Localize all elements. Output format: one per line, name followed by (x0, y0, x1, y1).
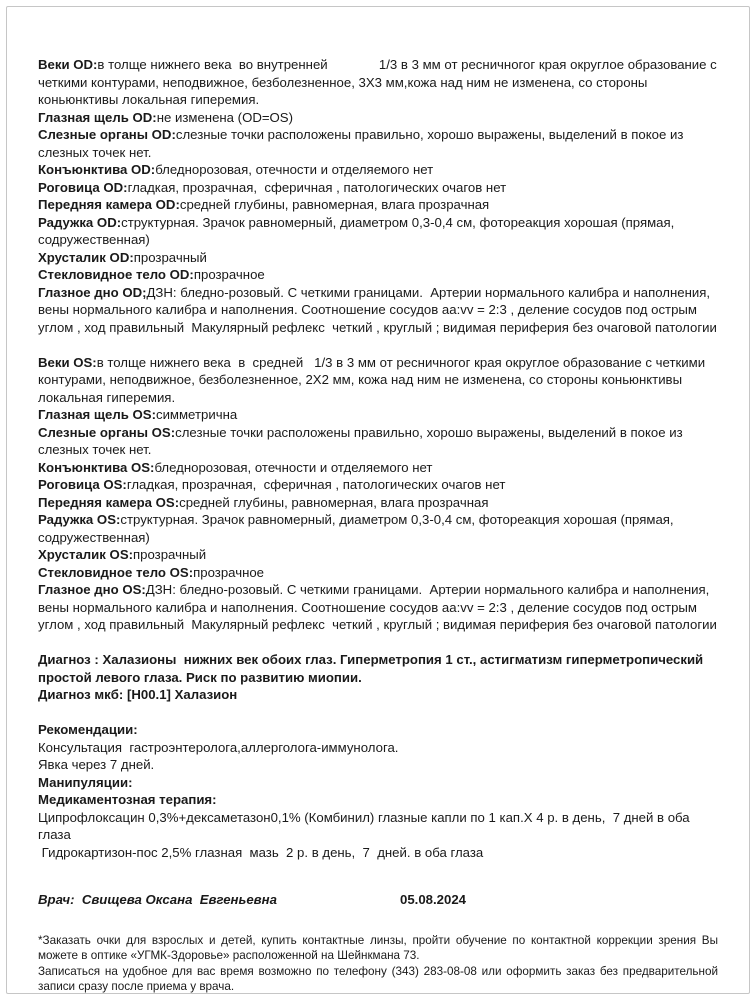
finding-row (38, 494, 718, 512)
finding-label: Глазная щель OD: (38, 109, 157, 125)
finding-label: Стекловидное тело OS: (38, 564, 194, 580)
finding-row (38, 266, 718, 284)
finding-text: прозрачное (193, 267, 265, 282)
finding-label: Глазная щель OS: (38, 407, 156, 422)
finding-label: Хрусталик OD: (38, 249, 134, 265)
finding-text: ДЗН: бледно-розовый. С четкими границами. Артерии нормального калибра и наполнения, вены нормального калибра и наполнения. Соотношение сосудов aa:vv = 2:3 , деление сосудов под острым углом , ход правильный Макулярный рефлекс четкий , круглый ; видимая периферия без очаговой патологии (38, 284, 717, 335)
finding-row (38, 126, 718, 161)
finding-text: структурная. Зрачок равномерный, диаметром 0,3-0,4 см, фотореакция хорошая (прямая, содружественная) (38, 512, 678, 545)
recommendation-line: Явка через 7 дней. (38, 757, 155, 772)
finding-row (38, 424, 718, 459)
finding-text: не изменена (OD=OS) (156, 109, 293, 125)
footer-line: *Заказать очки для взрослых и детей, купить контактные линзы, пройти обучение по контактной коррекции зрения Вы можете в оптике «УГМК-Здоровье» расположенной на Шейнкмана 73. (38, 933, 718, 963)
finding-text: прозрачный (133, 547, 207, 562)
finding-label: Конъюнктива OD: (38, 162, 156, 177)
finding-label: Радужка OS: (38, 512, 121, 527)
finding-label: Роговица OD: (38, 179, 128, 195)
finding-row (38, 406, 718, 424)
finding-text: в толще нижнего века во внутренней 1/3 в 3 мм от ресничногог края округлое образование с четкими контурами, неподвижное, безболезненное, 3Х3 мм,кожа над ним не изменена, со стороны коньюнктивы локальная гиперемия. (38, 57, 721, 107)
finding-label: Глазное дно OD; (38, 284, 147, 300)
finding-label: Стекловидное тело OD: (38, 267, 194, 282)
section-gap (38, 704, 718, 722)
finding-text: бледнорозовая, отечности и отделяемого нет (154, 459, 433, 475)
finding-row (38, 249, 718, 267)
therapy-line: Ципрофлоксацин 0,3%+дексаметазон0,1% (Комбинил) глазные капли по 1 кап.Х 4 р. в день, 7 дней в оба глаза (38, 809, 694, 842)
section-gap (38, 336, 718, 354)
finding-label: Слезные органы OD: (38, 127, 176, 142)
finding-label: Передняя камера OS: (38, 494, 180, 510)
finding-text: слезные точки расположены правильно, хорошо выражены, выделений в покое из слезных точек нет. (38, 127, 688, 160)
finding-row (38, 564, 718, 582)
recommendation-line: Консультация гастроэнтеролога,аллерголога-иммунолога. (38, 739, 399, 755)
finding-label: Глазное дно OS: (38, 582, 146, 597)
finding-text: бледнорозовая, отечности и отделяемого нет (155, 162, 434, 177)
finding-row (38, 476, 718, 494)
manipulations-heading: Манипуляции: (38, 774, 133, 790)
os-findings-section (38, 354, 718, 634)
finding-text: средней глубины, равномерная, влага прозрачная (179, 494, 489, 510)
finding-row (38, 56, 721, 109)
finding-text: симметрична (155, 407, 238, 422)
finding-row (38, 196, 718, 214)
diagnosis-main: Диагноз : Халазионы нижних век обоих глаз. Гиперметропия 1 ст., астигматизм гиперметропический простой левого глаза. Риск по развитию миопии. (38, 652, 707, 685)
finding-row (38, 179, 718, 197)
diagnosis-section (38, 651, 718, 704)
finding-row (38, 581, 718, 634)
od-findings-section (38, 56, 721, 336)
finding-text: прозрачное (193, 564, 265, 580)
finding-label: Радужка OD: (38, 214, 122, 230)
finding-text: средней глубины, равномерная, влага прозрачная (179, 197, 490, 212)
finding-row (38, 161, 718, 179)
finding-text: прозрачный (133, 249, 207, 265)
finding-label: Конъюнктива OS: (38, 459, 155, 475)
finding-row (38, 214, 718, 249)
finding-row (38, 284, 718, 337)
finding-label: Веки OD: (38, 57, 98, 72)
finding-label: Роговица OS: (38, 477, 127, 492)
finding-text: слезные точки расположены правильно, хорошо выражены, выделений в покое из слезных точек нет. (38, 424, 687, 457)
finding-row (38, 459, 718, 477)
finding-text: гладкая, прозрачная, сферичная , патологических очагов нет (127, 179, 507, 195)
footer-line: Записаться на удобное для вас время возможно по телефону (343) 283-08-08 или оформить заказ без предварительной записи сразу после приема у врача. (38, 964, 718, 994)
therapy-heading: Медикаментозная терапия: (38, 792, 217, 807)
diagnosis-mkb: Диагноз мкб: [H00.1] Халазион (38, 687, 238, 702)
doctor-signature-row (38, 891, 718, 909)
finding-row (38, 109, 718, 127)
finding-label: Хрусталик OS: (38, 547, 134, 562)
recommendations-heading: Рекомендации: (38, 722, 138, 737)
finding-text: ДЗН: бледно-розовый. С четкими границами. Артерии нормального калибра и наполнения, вены нормального калибра и наполнения. Соотношение сосудов aa:vv = 2:3 , деление сосудов под острым углом , ход правильный Макулярный рефлекс четкий , круглый ; видимая периферия без очаговой патологии (38, 582, 717, 632)
section-gap (38, 634, 718, 652)
finding-row (38, 511, 718, 546)
finding-text: в толще нижнего века в средней 1/3 в 3 мм от ресничногог края округлое образование с четкими контурами, неподвижное, безболезненное, 2Х2 мм, кожа над ним не изменена, со стороны коньюнктивы локальная гиперемия. (38, 354, 709, 405)
finding-text: гладкая, прозрачная, сферичная , патологических очагов нет (126, 477, 506, 492)
finding-row (38, 546, 718, 564)
visit-date: 05.08.2024 (400, 892, 467, 907)
finding-label: Передняя камера OD: (38, 197, 180, 212)
footer-note (38, 933, 718, 995)
therapy-line: Гидрокартизон-пос 2,5% глазная мазь 2 р. в день, 7 дней. в оба глаза (38, 844, 484, 860)
recommendations-section (38, 721, 718, 861)
doctor-name: Врач: Свищева Оксана Евгеньевна (38, 892, 277, 907)
finding-row (38, 354, 718, 407)
finding-label: Слезные органы OS: (38, 424, 176, 440)
finding-label: Веки OS: (38, 354, 97, 370)
finding-text: структурная. Зрачок равномерный, диаметром 0,3-0,4 см, фотореакция хорошая (прямая, содружественная) (38, 214, 678, 247)
